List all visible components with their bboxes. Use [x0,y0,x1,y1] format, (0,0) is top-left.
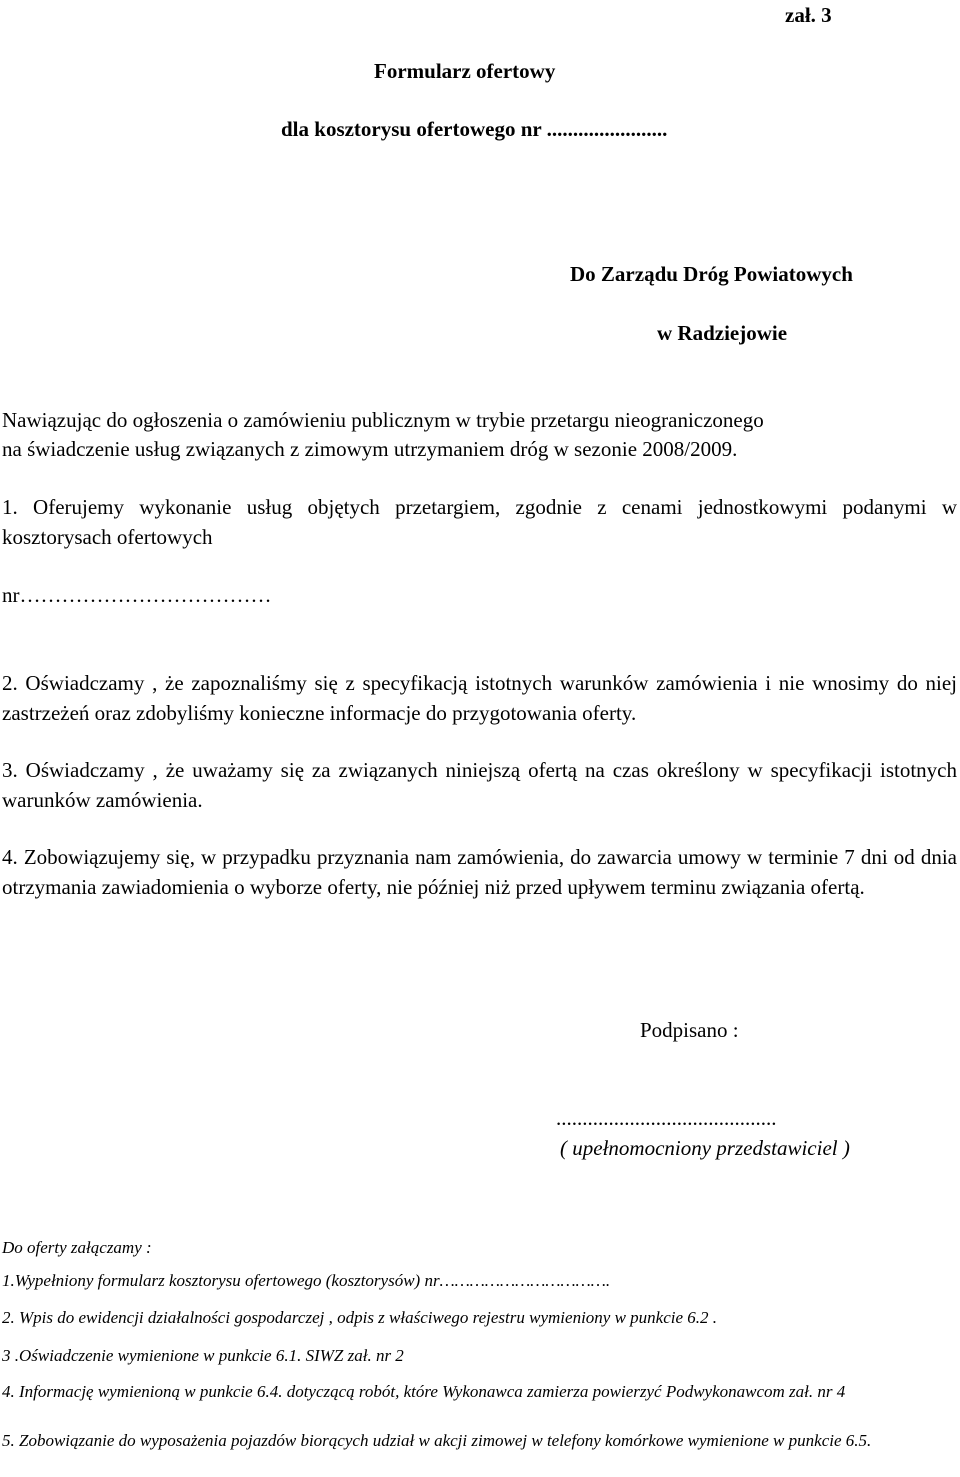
intro-line-2: na świadczenie usług związanych z zimowym utrzymaniem dróg w sezonie 2008/2009. [2,437,738,461]
attachment-number: zał. 3 [785,3,832,27]
declaration-point-2: 2. Oświadczamy , że zapoznaliśmy się z specyfikacją istotnych warunków zamówienia i nie wnosimy do niej zastrzeżeń oraz zdobyliśmy konieczne informacje do przygotowania oferty. [2,671,957,725]
form-subtitle: dla kosztorysu ofertowego nr ....................... [281,117,668,141]
attachments-heading: Do oferty załączamy : [2,1238,152,1257]
addressee-line-1: Do Zarządu Dróg Powiatowych [570,262,853,286]
form-title: Formularz ofertowy [374,59,556,83]
attachment-item-1: 1.Wypełniony formularz kosztorysu ofertowego (kosztorysów) nr……………………………. [2,1271,611,1290]
attachment-item-4: 4. Informację wymienioną w punkcie 6.4. dotyczącą robót, które Wykonawca zamierza powierzyć Podwykonawcom zał. nr 4 [2,1382,846,1401]
intro-line-1: Nawiązując do ogłoszenia o zamówieniu publicznym w trybie przetargu nieograniczonego [2,408,764,432]
offer-point-1: 1. Oferujemy wykonanie usług objętych przetargiem, zgodnie z cenami jednostkowymi podanymi w kosztorysach ofertowych [2,495,957,549]
declaration-point-3: 3. Oświadczamy , że uważamy się za związanych niniejszą ofertą na czas określony w specyfikacji istotnych warunków zamówienia. [2,758,957,812]
signature-label: Podpisano : [640,1018,739,1042]
attachment-item-3: 3 .Oświadczenie wymienione w punkcie 6.1. SIWZ zał. nr 2 [2,1346,404,1365]
attachment-item-5: 5. Zobowiązanie do wyposażenia pojazdów biorących udział w akcji zimowej w telefony komórkowe wymienione w punkcie 6.5. [2,1431,872,1450]
signature-caption: ( upełnomocniony przedstawiciel ) [560,1136,850,1160]
obligation-point-4: 4. Zobowiązujemy się, w przypadku przyznania nam zamówienia, do zawarcia umowy w terminie 7 dni od dnia otrzymania zawiadomienia o wyborze oferty, nie później niż przed upływem terminu związania ofertą. [2,845,957,899]
attachment-item-2: 2. Wpis do ewidencji działalności gospodarczej , odpis z właściwego rejestru wymieniony w punkcie 6.2 . [2,1308,718,1327]
addressee-line-2: w Radziejowie [657,321,788,345]
offer-point-1-number-field: nr……………………………… [2,583,272,607]
signature-dotted-line: .......................................... [556,1106,777,1130]
